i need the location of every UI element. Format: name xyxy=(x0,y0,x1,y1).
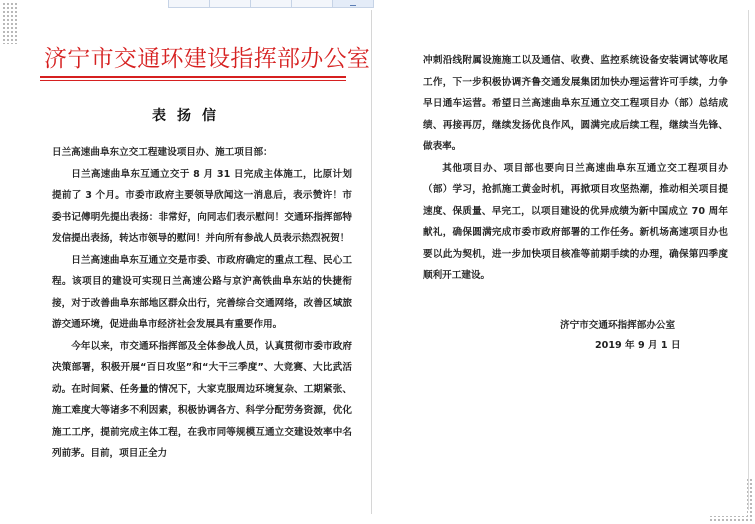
signature-org: 济宁市交通环指挥部办公室 xyxy=(560,320,676,331)
top-toolbar xyxy=(168,0,373,8)
toolbar-button[interactable] xyxy=(291,0,333,8)
letter-title: 表扬信 xyxy=(152,108,227,124)
page-divider xyxy=(371,10,372,514)
page-corner-marker xyxy=(2,2,18,44)
toolbar-button[interactable] xyxy=(332,0,374,8)
page-corner-marker xyxy=(709,478,753,522)
arrow-icon xyxy=(350,2,356,6)
paragraph: 日兰高速曲阜东互通立交于 8 月 31 日完成主体施工，比原计划提前了 3 个月。市委市政府主要领导欣闻这一消息后，表示赞许！市委书记傅明先提出表扬：非常好，向同志们表示慰问！交通环指挥部特发信提出表扬，转达市领导的慰问！并向所有参战人员表示热烈祝贺！ xyxy=(52,168,352,244)
office-header-title: 济宁市交通环建设指挥部办公室 xyxy=(44,46,371,72)
page-edge xyxy=(748,10,749,510)
paragraph: 其他项目办、项目部也要向日兰高速曲阜东互通立交工程项目办（部）学习，抢抓施工黄金时机，再掀项目攻坚热潮，推动相关项目提速度、保质量、早完工，以项目建设的优异成绩为新中国成立 70 周年献礼，确保圆满完成市委市政府部署的工作任务。新机场高速项目办也要以此为契机，进一步加快项目核准等前期手续的办理，确保第四季度顺利开工建设。 xyxy=(423,162,728,281)
signature-block xyxy=(560,316,681,356)
left-page-body xyxy=(52,142,352,465)
signature-date: 2019 年 9 月 1 日 xyxy=(595,340,681,351)
paragraph: 今年以来，市交通环指挥部及全体参战人员，认真贯彻市委市政府决策部署，积极开展“百日攻坚”和“大干三季度”、大竞赛、大比武活动。在时间紧、任务量的情况下，大家克服周边环境复杂、工期紧张、施工难度大等诸多不利因素，积极协调各方、科学分配劳务资源，优化施工工序，提前完成主体工程，在我市同等规模互通立交建设效率中名列前茅。目前，项目正全力 xyxy=(52,340,352,459)
right-page-body xyxy=(423,50,728,287)
header-red-rule xyxy=(40,80,346,81)
paragraph: 日兰高速曲阜东互通立交是市委、市政府确定的重点工程、民心工程。该项目的建设可实现日兰高速公路与京沪高铁曲阜东站的快捷衔接，对于改善曲阜东部地区群众出行，完善综合交通网络，改善区域旅游交通环境，促进曲阜市经济社会发展具有重要作用。 xyxy=(52,254,352,330)
toolbar-button[interactable] xyxy=(250,0,292,8)
salutation: 日兰高速曲阜东立交工程建设项目办、施工项目部： xyxy=(52,147,273,158)
header-red-rule xyxy=(40,76,346,78)
toolbar-button[interactable] xyxy=(168,0,210,8)
paragraph: 冲刺沿线附属设施施工以及通信、收费、监控系统设备安装调试等收尾工作，下一步积极协调齐鲁交通发展集团加快办理运营许可手续，力争早日通车运营。希望日兰高速曲阜东互通立交工程项目办（部）总结成绩、再接再厉，继续发扬优良作风，圆满完成后续工程，继续当先锋、做表率。 xyxy=(423,55,728,152)
toolbar-button[interactable] xyxy=(209,0,251,8)
